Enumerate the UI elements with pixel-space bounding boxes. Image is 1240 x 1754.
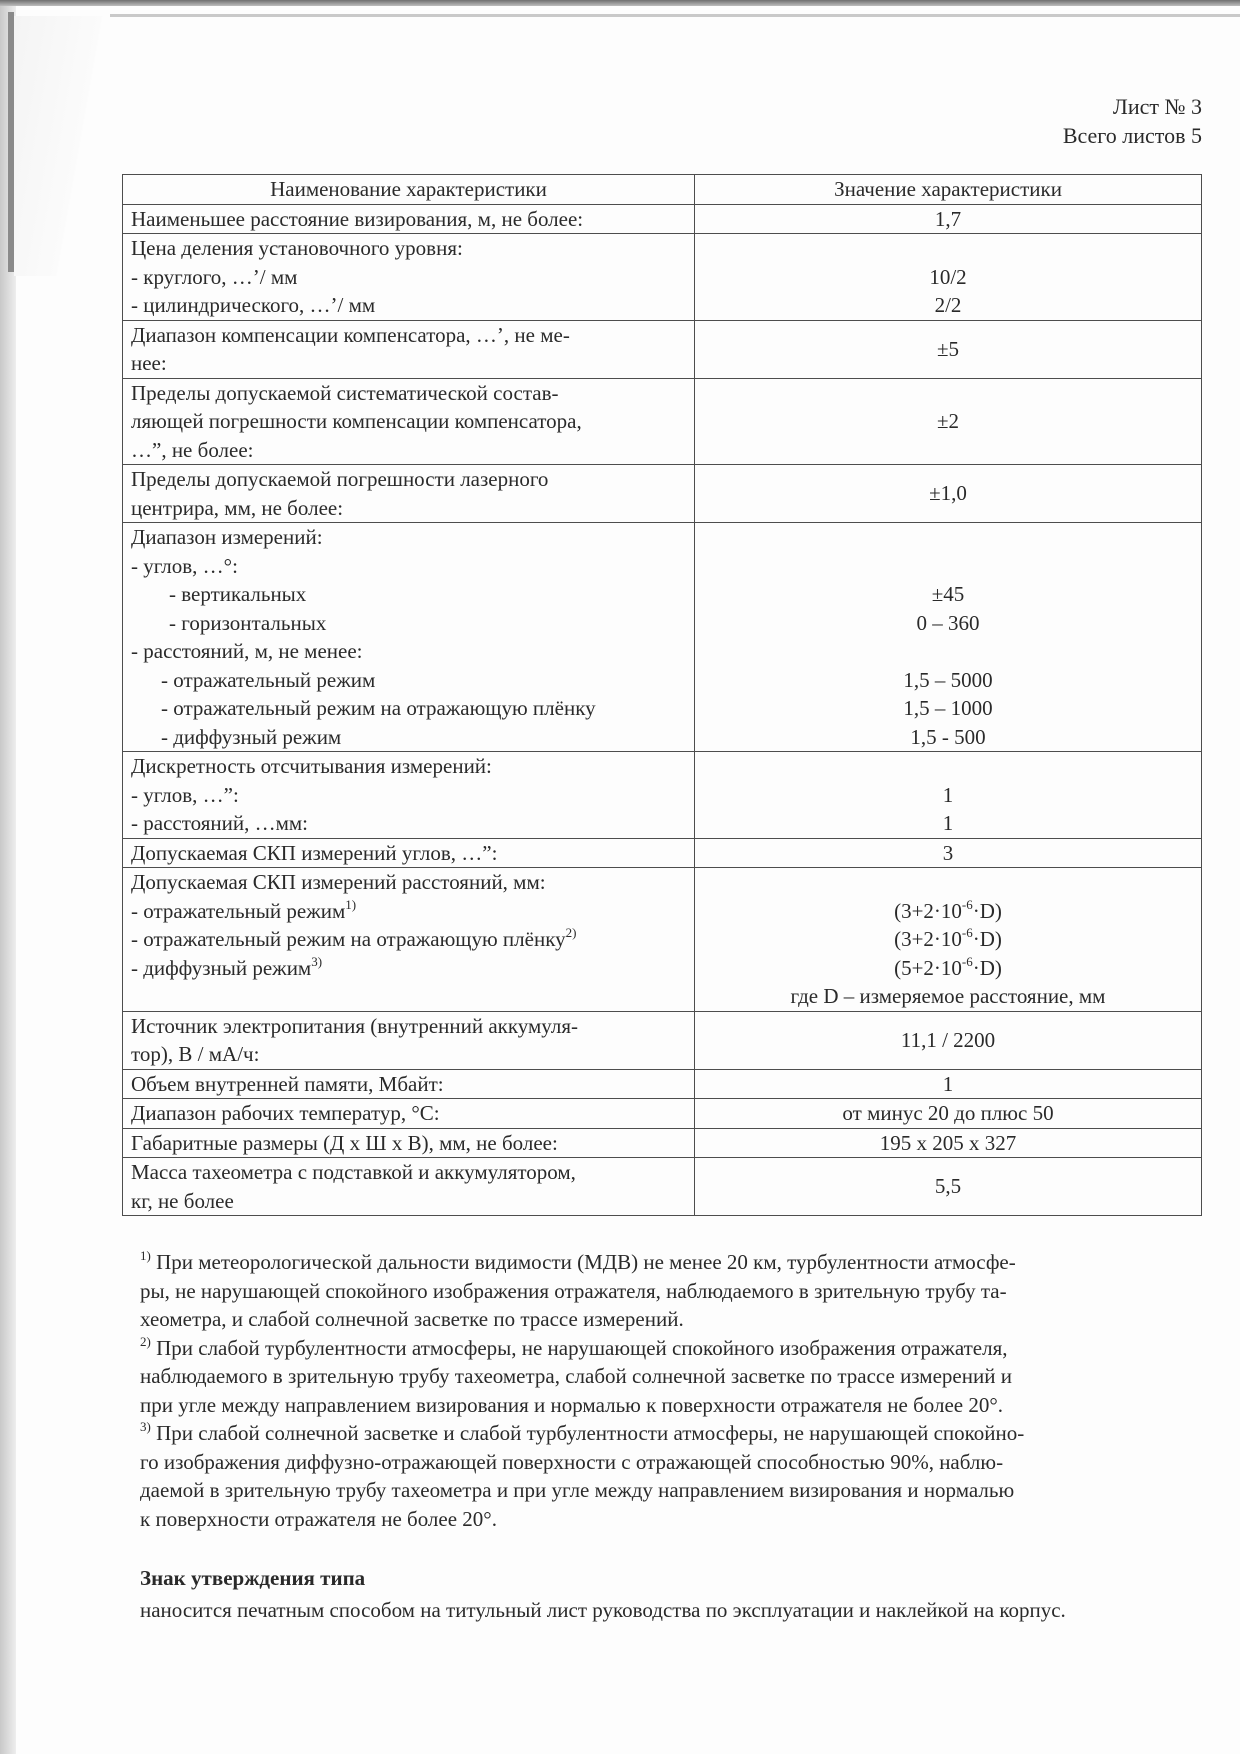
characteristic-value: 10/2 2/2 — [695, 234, 1202, 321]
type-approval-text: наносится печатным способом на титульный лист руководства по эксплуатации и наклейкой на корпус. — [140, 1598, 1066, 1622]
table-row — [123, 1099, 1202, 1129]
table-row — [123, 204, 1202, 234]
sheet-number: Лист № 3 — [1112, 94, 1202, 119]
footnote-mark: 3) — [140, 1419, 151, 1434]
characteristic-name: Источник электропитания (внутренний аккумуля- тор), В / мА/ч: — [123, 1011, 695, 1069]
characteristic-name: Цена деления установочного уровня: - круглого, …’/ мм - цилиндрического, …’/ мм — [123, 234, 695, 321]
table-row — [123, 1128, 1202, 1158]
footnote-ref: 1) — [345, 896, 357, 912]
footnote-mark: 2) — [140, 1333, 151, 1349]
table-row — [123, 378, 1202, 465]
sheet-info — [1063, 92, 1202, 150]
footnote-3: $^{3)}$ При слабой солнечной засветке и слабой турбулентности атмосферы, не нарушающей спокойно- го изображения диффузно-отражающей поверхности с отражающей способностью 90%, наблю- даемой в зрительную трубу тахеометра и при угле между направлением визирования и нормалью к поверхности отражателя не более 20°. — [140, 1419, 1025, 1531]
scan-edge-line — [110, 14, 1240, 17]
characteristic-value: ±5 — [695, 320, 1202, 378]
characteristic-name: Габаритные размеры (Д х Ш х В), мм, не более: — [123, 1128, 695, 1158]
characteristic-value: от минус 20 до плюс 50 — [695, 1099, 1202, 1129]
characteristic-name: Масса тахеометра с подставкой и аккумулятором, кг, не более — [123, 1158, 695, 1216]
table-header-row — [123, 175, 1202, 205]
characteristic-value: 1 1 — [695, 752, 1202, 839]
scan-edge-top — [0, 0, 1240, 6]
table-row — [123, 523, 1202, 752]
characteristic-name: Допускаемая СКП измерений расстояний, мм: - отражательный режим$^{1)}$ - отражательный режим на отражающую плёнку$^{2)}$ - диффузный режим$^{3)}$ — [123, 868, 695, 1012]
characteristic-name: Пределы допускаемой систематической состав- ляющей погрешности компенсации компенсатора, …”, не более: — [123, 378, 695, 465]
characteristic-name: Диапазон компенсации компенсатора, …’, не ме- нее: — [123, 320, 695, 378]
table-row — [123, 752, 1202, 839]
characteristic-value: 1 — [695, 1069, 1202, 1099]
characteristic-value: ±1,0 — [695, 465, 1202, 523]
footnote-ref: 2) — [565, 925, 577, 940]
sheet-total: Всего листов 5 — [1062, 123, 1202, 148]
characteristic-name: Допускаемая СКП измерений углов, …”: — [123, 838, 695, 868]
characteristic-value: 11,1 / 2200 — [695, 1011, 1202, 1069]
formula: $(3+2\cdot 10^{-6}\cdot D)$ — [894, 896, 1002, 923]
footnote-ref: 3) — [311, 953, 323, 969]
characteristic-name: Диапазон измерений: - углов, …°: - вертикальных - горизонтальных - расстояний, м, не менее: - отражательный режим - отражательный режим на отражающую плёнку - диффузный режим — [123, 523, 695, 752]
table-row — [123, 868, 1202, 1012]
footnote-mark: 1) — [140, 1248, 151, 1263]
formula-legend: где D – измеряемое расстояние, мм — [790, 984, 1106, 1008]
characteristic-value: 5,5 — [695, 1158, 1202, 1216]
characteristic-name: Дискретность отсчитывания измерений: - углов, …”: - расстояний, …мм: — [123, 752, 695, 839]
characteristic-value: ±45 0 – 360 1,5 – 5000 1,5 – 1000 1,5 - 500 — [695, 523, 1202, 752]
page-fold-corner — [14, 16, 114, 276]
formula: $(3+2\cdot 10^{-6}\cdot D)$ — [894, 925, 1002, 951]
characteristic-value — [695, 868, 1202, 1012]
characteristic-name: Диапазон рабочих температур, °С: — [123, 1099, 695, 1129]
table-row — [123, 1069, 1202, 1099]
table-row — [123, 1158, 1202, 1216]
characteristic-value: 3 — [695, 838, 1202, 868]
characteristic-name: Объем внутренней памяти, Мбайт: — [123, 1069, 695, 1099]
characteristic-value: 1,7 — [695, 204, 1202, 234]
characteristic-value: 195 х 205 х 327 — [695, 1128, 1202, 1158]
footnotes — [140, 1248, 1202, 1533]
table-row — [123, 234, 1202, 321]
characteristic-name: Пределы допускаемой погрешности лазерного центрира, мм, не более: — [123, 465, 695, 523]
column-header-name: Наименование характеристики — [123, 175, 695, 205]
characteristic-name: Наименьшее расстояние визирования, м, не более: — [123, 204, 695, 234]
footnote-1: $^{1)}$ При метеорологической дальности видимости (МДВ) не менее 20 км, турбулентности атмосфе- ры, не нарушающей спокойного изображения отражателя, наблюдаемого в зрительную трубу та- хеометра, и слабой солнечной засветке по трассе измерений. — [140, 1248, 1016, 1331]
type-approval-heading: Знак утверждения типа — [140, 1566, 366, 1590]
formula: $(5+2\cdot 10^{-6}\cdot D)$ — [894, 953, 1002, 980]
table-row — [123, 838, 1202, 868]
column-header-value: Значение характеристики — [695, 175, 1202, 205]
table-row — [123, 320, 1202, 378]
specifications-table — [122, 174, 1202, 1216]
table-row — [123, 465, 1202, 523]
table-row — [123, 1011, 1202, 1069]
footnote-2: $^{2)}$ При слабой турбулентности атмосферы, не нарушающей спокойного изображения отражателя, наблюдаемого в зрительную трубу тахеометра, слабой солнечной засветке по трассе измерений и при угле между направлением визирования и нормалью к поверхности отражателя не более 20°. — [140, 1333, 1012, 1417]
characteristic-value: ±2 — [695, 378, 1202, 465]
